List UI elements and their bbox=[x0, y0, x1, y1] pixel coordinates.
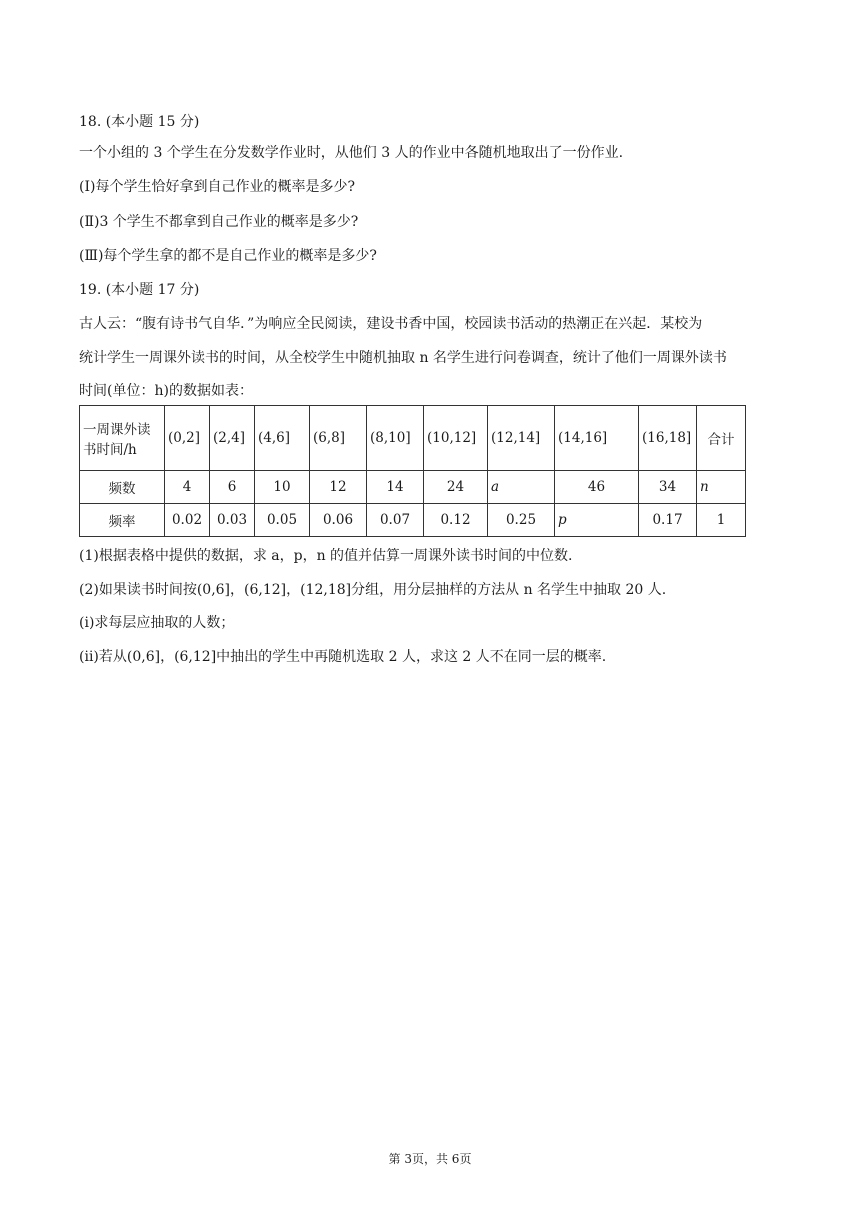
frequency-row bbox=[80, 471, 746, 504]
header-label-line-2: 书时间/h bbox=[83, 442, 137, 458]
interval-cell: (2,4] bbox=[210, 406, 255, 471]
frequency-cell: 6 bbox=[210, 471, 255, 504]
interval-cell: (8,10] bbox=[367, 406, 424, 471]
frequency-cell: 14 bbox=[367, 471, 424, 504]
q18-part-1: (Ⅰ)每个学生恰好拿到自己作业的概率是多少? bbox=[79, 179, 355, 195]
rate-cell: 0.05 bbox=[255, 504, 310, 537]
frequency-cell: 24 bbox=[424, 471, 488, 504]
reading-time-table bbox=[79, 405, 746, 537]
rate-cell: 1 bbox=[697, 504, 746, 537]
rate-cell: 0.17 bbox=[639, 504, 697, 537]
q18-stem: 一个小组的 3 个学生在分发数学作业时，从他们 3 人的作业中各随机地取出了一份作业. bbox=[79, 145, 624, 161]
q19-stem-line-1: 古人云：“腹有诗书气自华．”为响应全民阅读，建设书香中国，校园读书活动的热潮正在兴起．某校为 bbox=[79, 316, 703, 332]
frequency-cell: 4 bbox=[165, 471, 210, 504]
q19-heading: 19. (本小题 17 分) bbox=[79, 282, 200, 298]
frequency-row-label: 频数 bbox=[80, 471, 165, 504]
table-header-row bbox=[80, 406, 746, 471]
q18-part-2: (Ⅱ)3 个学生不都拿到自己作业的概率是多少? bbox=[79, 214, 359, 230]
interval-cell: (14,16] bbox=[555, 406, 639, 471]
rate-cell: p bbox=[555, 504, 639, 537]
interval-cell: (0,2] bbox=[165, 406, 210, 471]
header-label-line-1: 一周课外读 bbox=[83, 422, 151, 438]
q19-part-1: (1)根据表格中提供的数据，求 a，p，n 的值并估算一周课外读书时间的中位数. bbox=[79, 548, 573, 564]
frequency-cell: 12 bbox=[310, 471, 367, 504]
q19-part-2-i: (ⅰ)求每层应抽取的人数； bbox=[79, 615, 235, 631]
q18-part-3: (Ⅲ)每个学生拿的都不是自己作业的概率是多少? bbox=[79, 248, 377, 264]
interval-cell: (4,6] bbox=[255, 406, 310, 471]
frequency-cell: a bbox=[488, 471, 555, 504]
interval-cell: (6,8] bbox=[310, 406, 367, 471]
frequency-cell: 10 bbox=[255, 471, 310, 504]
frequency-cell: n bbox=[697, 471, 746, 504]
interval-cell: (16,18] bbox=[639, 406, 697, 471]
frequency-cell: 34 bbox=[639, 471, 697, 504]
interval-cell-total: 合计 bbox=[697, 406, 746, 471]
rate-cell: 0.07 bbox=[367, 504, 424, 537]
rate-row-label: 频率 bbox=[80, 504, 165, 537]
rate-cell: 0.12 bbox=[424, 504, 488, 537]
interval-cell: (12,14] bbox=[488, 406, 555, 471]
q19-stem-line-2: 统计学生一周课外读书的时间，从全校学生中随机抽取 n 名学生进行问卷调查，统计了他们一周课外读书 bbox=[79, 350, 727, 366]
rate-cell: 0.06 bbox=[310, 504, 367, 537]
page-footer: 第 3页，共 6页 bbox=[388, 1152, 472, 1166]
interval-cell: (10,12] bbox=[424, 406, 488, 471]
q18-heading: 18. (本小题 15 分) bbox=[79, 114, 200, 130]
q19-part-2: (2)如果读书时间按(0,6]，(6,12]，(12,18]分组，用分层抽样的方法从 n 名学生中抽取 20 人. bbox=[79, 582, 667, 598]
table-header-label bbox=[80, 406, 165, 471]
rate-row bbox=[80, 504, 746, 537]
q19-part-2-ii: (ⅱ)若从(0,6]，(6,12]中抽出的学生中再随机选取 2 人，求这 2 人不在同一层的概率. bbox=[79, 649, 607, 665]
rate-cell: 0.25 bbox=[488, 504, 555, 537]
q19-stem-line-3: 时间(单位：h)的数据如表： bbox=[79, 383, 253, 399]
frequency-cell: 46 bbox=[555, 471, 639, 504]
rate-cell: 0.03 bbox=[210, 504, 255, 537]
rate-cell: 0.02 bbox=[165, 504, 210, 537]
